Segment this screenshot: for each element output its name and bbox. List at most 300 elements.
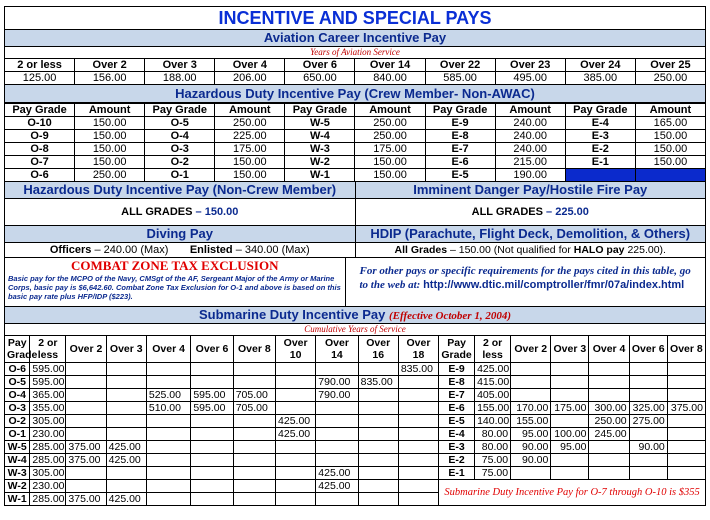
pay-grade-cell: W-2 <box>285 156 355 169</box>
enlisted-cell: E-3 <box>439 441 475 454</box>
aviation-value-cell: 840.00 <box>355 72 425 85</box>
web-note: For other pays or specific requirements for the pays cited in this table, go to the web at: http://www.dtic.mil/comptroller/fmr/07a/index.html <box>345 258 706 306</box>
aviation-value-cell: 250.00 <box>635 72 705 85</box>
aviation-header-cell: Over 25 <box>635 59 705 72</box>
enlisted-cell <box>589 363 629 376</box>
officer-cell <box>358 402 398 415</box>
aviation-header-cell: Over 14 <box>355 59 425 72</box>
officer-cell <box>398 454 438 467</box>
pay-grade-header: Pay Grade <box>565 104 635 117</box>
officer-cell <box>106 415 146 428</box>
officer-cell <box>233 428 275 441</box>
officer-cell <box>66 415 106 428</box>
officer-cell <box>66 363 106 376</box>
pay-grade-cell: O-9 <box>5 130 75 143</box>
officer-cell: 355.00 <box>30 402 66 415</box>
officer-cell <box>191 467 233 480</box>
officer-cell <box>316 441 358 454</box>
hdip-noncrew-value: ALL GRADES – 150.00 <box>121 206 239 218</box>
aviation-value-cell: 385.00 <box>565 72 635 85</box>
officer-cell <box>146 454 190 467</box>
officer-header-cell: Over 14 <box>316 336 358 363</box>
officer-cell: 305.00 <box>30 467 66 480</box>
aviation-header-cell: Over 22 <box>425 59 495 72</box>
pay-grade-cell: O-4 <box>145 130 215 143</box>
officer-cell: O-1 <box>5 428 30 441</box>
pay-grade-cell: E-2 <box>565 143 635 156</box>
aviation-header-cell: 2 or less <box>5 59 75 72</box>
enlisted-cell <box>629 467 667 480</box>
officer-cell <box>398 480 438 493</box>
table-row <box>5 143 706 156</box>
aviation-header-cell: Over 4 <box>215 59 285 72</box>
officer-cell <box>146 428 190 441</box>
officer-cell: 705.00 <box>233 402 275 415</box>
officer-cell <box>233 441 275 454</box>
officer-cell <box>66 467 106 480</box>
enlisted-cell: 275.00 <box>629 415 667 428</box>
officer-cell: 595.00 <box>191 402 233 415</box>
officer-cell: 510.00 <box>146 402 190 415</box>
amount-cell: 150.00 <box>635 130 705 143</box>
enlisted-cell: E-8 <box>439 376 475 389</box>
table-row <box>5 480 706 493</box>
officer-cell <box>276 441 316 454</box>
officer-cell <box>233 480 275 493</box>
officer-cell: W-2 <box>5 480 30 493</box>
officer-cell: 425.00 <box>106 493 146 506</box>
officer-cell: 365.00 <box>30 389 66 402</box>
enlisted-cell <box>629 389 667 402</box>
officer-cell: 790.00 <box>316 389 358 402</box>
diving-heading: Diving Pay <box>5 226 355 243</box>
amount-cell: 240.00 <box>495 117 565 130</box>
officer-cell <box>358 493 398 506</box>
amount-cell: 175.00 <box>355 143 425 156</box>
aviation-header-cell: Over 24 <box>565 59 635 72</box>
officer-cell: 595.00 <box>30 363 66 376</box>
aviation-header-cell: Over 2 <box>75 59 145 72</box>
aviation-header-cell: Over 3 <box>145 59 215 72</box>
enlisted-cell <box>589 389 629 402</box>
enlisted-cell: E-1 <box>439 467 475 480</box>
officer-cell <box>398 389 438 402</box>
officer-cell <box>233 467 275 480</box>
amount-cell: 225.00 <box>215 130 285 143</box>
officer-cell <box>233 493 275 506</box>
enlisted-cell: 155.00 <box>511 415 551 428</box>
enlisted-cell: E-2 <box>439 454 475 467</box>
amount-cell: 150.00 <box>75 130 145 143</box>
officer-cell: 425.00 <box>106 441 146 454</box>
officer-cell <box>233 376 275 389</box>
officer-cell <box>146 493 190 506</box>
officer-cell <box>191 415 233 428</box>
officer-cell <box>106 480 146 493</box>
officer-cell: 285.00 <box>30 441 66 454</box>
officer-cell <box>398 493 438 506</box>
officer-header-cell: Over 4 <box>146 336 190 363</box>
pay-grade-cell: E-9 <box>425 117 495 130</box>
table-row <box>5 441 706 454</box>
pay-grade-cell: W-1 <box>285 169 355 182</box>
officer-cell <box>146 376 190 389</box>
officer-cell <box>398 415 438 428</box>
officer-cell <box>66 480 106 493</box>
enlisted-cell: E-9 <box>439 363 475 376</box>
officer-cell: 375.00 <box>66 454 106 467</box>
table-row <box>5 156 706 169</box>
enlisted-cell <box>629 363 667 376</box>
enlisted-cell: 250.00 <box>589 415 629 428</box>
pay-grade-cell: E-7 <box>425 143 495 156</box>
hdip-imminent-row <box>4 182 706 226</box>
amount-cell: 250.00 <box>215 117 285 130</box>
officer-cell <box>191 428 233 441</box>
amount-cell: 165.00 <box>635 117 705 130</box>
enlisted-cell <box>629 428 667 441</box>
aviation-value-cell: 125.00 <box>5 72 75 85</box>
enlisted-cell <box>667 415 705 428</box>
enlisted-cell: 170.00 <box>511 402 551 415</box>
officer-cell: 230.00 <box>30 480 66 493</box>
officer-header-cell: Over 3 <box>106 336 146 363</box>
officer-cell: 595.00 <box>30 376 66 389</box>
enlisted-cell <box>511 389 551 402</box>
enlisted-cell: 415.00 <box>475 376 511 389</box>
enlisted-cell: 375.00 <box>667 402 705 415</box>
combat-web-row <box>4 258 706 307</box>
enlisted-cell <box>551 454 589 467</box>
officer-cell <box>316 415 358 428</box>
pay-grade-cell: O-3 <box>145 143 215 156</box>
amount-header: Amount <box>75 104 145 117</box>
enlisted-cell: 90.00 <box>511 454 551 467</box>
officer-cell: W-3 <box>5 467 30 480</box>
enlisted-cell <box>511 467 551 480</box>
officer-cell: 705.00 <box>233 389 275 402</box>
amount-cell: 150.00 <box>355 169 425 182</box>
officer-cell <box>106 376 146 389</box>
officer-header-cell: Over 6 <box>191 336 233 363</box>
table-row <box>5 363 706 376</box>
table-row <box>5 415 706 428</box>
enlisted-cell: 155.00 <box>475 402 511 415</box>
enlisted-cell: 405.00 <box>475 389 511 402</box>
officer-cell <box>106 389 146 402</box>
enlisted-cell <box>667 363 705 376</box>
enlisted-cell <box>589 467 629 480</box>
officer-cell <box>358 454 398 467</box>
officer-cell: 425.00 <box>316 467 358 480</box>
officer-cell <box>358 363 398 376</box>
officer-cell <box>146 415 190 428</box>
aviation-value-row <box>5 72 706 85</box>
pay-grade-cell: E-4 <box>565 117 635 130</box>
officer-cell <box>316 428 358 441</box>
officer-cell <box>276 402 316 415</box>
pay-grade-cell: O-7 <box>5 156 75 169</box>
officer-cell <box>191 493 233 506</box>
officer-cell <box>233 454 275 467</box>
officer-cell <box>146 480 190 493</box>
aviation-value-cell: 206.00 <box>215 72 285 85</box>
pay-grade-cell: W-5 <box>285 117 355 130</box>
officer-cell <box>66 376 106 389</box>
officer-cell: O-4 <box>5 389 30 402</box>
hdip-crew-table <box>4 103 706 182</box>
incentive-pay-sheet <box>4 6 706 506</box>
aviation-value-cell: 585.00 <box>425 72 495 85</box>
aviation-header-cell: Over 6 <box>285 59 355 72</box>
officer-cell <box>66 428 106 441</box>
pay-grade-header: Pay Grade <box>145 104 215 117</box>
officer-cell: 285.00 <box>30 493 66 506</box>
aviation-value-cell: 156.00 <box>75 72 145 85</box>
officer-cell: W-4 <box>5 454 30 467</box>
pay-grade-cell: O-1 <box>145 169 215 182</box>
enlisted-header-cell: 2 or less <box>475 336 511 363</box>
enlisted-cell: E-4 <box>439 428 475 441</box>
submarine-table <box>4 335 706 506</box>
combat-note: Basic pay for the MCPO of the Navy, CMSgt of the AF, Sergeant Major of the Army or Marine Corps, basic pay is $6,642.60. Combat Zone Tax Exclusion for O-1 and above is based on this basic pay rate plus HFP/IDP ($223). <box>8 274 341 301</box>
enlisted-cell <box>667 428 705 441</box>
hdip-noncrew-heading: Hazardous Duty Incentive Pay (Non-Crew Member) <box>5 182 355 199</box>
enlisted-cell <box>551 363 589 376</box>
officer-cell <box>358 480 398 493</box>
diving-hdip-row <box>4 226 706 258</box>
enlisted-cell <box>551 467 589 480</box>
officer-header-cell: Pay Grade <box>5 336 30 363</box>
officer-cell <box>276 376 316 389</box>
enlisted-cell: 75.00 <box>475 467 511 480</box>
submarine-header-row <box>5 336 706 363</box>
aviation-value-cell: 650.00 <box>285 72 355 85</box>
officer-cell <box>316 363 358 376</box>
amount-header: Amount <box>495 104 565 117</box>
submarine-effective: (Effective October 1, 2004) <box>389 310 511 322</box>
officer-cell <box>233 363 275 376</box>
officer-cell <box>276 467 316 480</box>
enlisted-cell: 245.00 <box>589 428 629 441</box>
enlisted-cell <box>551 376 589 389</box>
pay-grade-cell: E-1 <box>565 156 635 169</box>
enlisted-cell: 80.00 <box>475 428 511 441</box>
amount-cell: 150.00 <box>215 169 285 182</box>
officer-cell: 230.00 <box>30 428 66 441</box>
officer-cell <box>66 389 106 402</box>
diving-values: Officers – 240.00 (Max) Enlisted – 340.00 (Max) <box>49 244 310 256</box>
enlisted-cell <box>629 376 667 389</box>
enlisted-cell <box>667 389 705 402</box>
imminent-value: ALL GRADES – 225.00 <box>471 206 589 218</box>
officer-cell <box>106 428 146 441</box>
enlisted-cell: 100.00 <box>551 428 589 441</box>
officer-cell: 525.00 <box>146 389 190 402</box>
officer-cell <box>106 402 146 415</box>
pay-grade-cell: O-6 <box>5 169 75 182</box>
enlisted-cell <box>629 454 667 467</box>
enlisted-header-cell: Over 8 <box>667 336 705 363</box>
officer-cell: 285.00 <box>30 454 66 467</box>
table-row <box>5 117 706 130</box>
officer-cell <box>191 454 233 467</box>
officer-cell: 375.00 <box>66 441 106 454</box>
officer-cell <box>191 363 233 376</box>
hdip-header-row <box>5 104 706 117</box>
amount-cell: 215.00 <box>495 156 565 169</box>
pay-grade-header: Pay Grade <box>425 104 495 117</box>
enlisted-cell: E-7 <box>439 389 475 402</box>
table-row <box>5 389 706 402</box>
officer-cell <box>191 480 233 493</box>
table-row <box>5 130 706 143</box>
officer-cell: 305.00 <box>30 415 66 428</box>
officer-cell: 425.00 <box>106 454 146 467</box>
enlisted-cell: 90.00 <box>511 441 551 454</box>
amount-cell: 150.00 <box>355 156 425 169</box>
officer-cell <box>106 467 146 480</box>
pay-grade-cell: W-4 <box>285 130 355 143</box>
officer-cell <box>398 402 438 415</box>
hdip-para-values: All Grades – 150.00 (Not qualified for HALO pay 225.00). <box>394 244 666 256</box>
enlisted-cell <box>667 376 705 389</box>
hdip-para-heading: HDIP (Parachute, Flight Deck, Demolition, & Others) <box>356 226 706 243</box>
pay-grade-cell: O-8 <box>5 143 75 156</box>
amount-cell: 240.00 <box>495 143 565 156</box>
table-row <box>5 402 706 415</box>
enlisted-cell: E-5 <box>439 415 475 428</box>
enlisted-cell: 175.00 <box>551 402 589 415</box>
pay-grade-cell: O-5 <box>145 117 215 130</box>
officer-cell: 425.00 <box>276 415 316 428</box>
officer-header-cell: Over 10 <box>276 336 316 363</box>
enlisted-cell <box>589 376 629 389</box>
web-link[interactable]: http://www.dtic.mil/comptroller/fmr/07a/index.html <box>423 279 685 291</box>
officer-cell: 595.00 <box>191 389 233 402</box>
imminent-heading: Imminent Danger Pay/Hostile Fire Pay <box>356 182 706 199</box>
page-title: INCENTIVE AND SPECIAL PAYS <box>4 6 706 29</box>
enlisted-cell: 140.00 <box>475 415 511 428</box>
officer-cell: O-6 <box>5 363 30 376</box>
amount-cell: 150.00 <box>635 143 705 156</box>
amount-cell: 240.00 <box>495 130 565 143</box>
enlisted-cell <box>667 467 705 480</box>
pay-grade-cell: W-3 <box>285 143 355 156</box>
submarine-footnote: Submarine Duty Incentive Pay for O-7 through O-10 is $355 <box>439 480 706 506</box>
enlisted-cell: 325.00 <box>629 402 667 415</box>
officer-cell: 375.00 <box>66 493 106 506</box>
amount-header: Amount <box>635 104 705 117</box>
officer-cell <box>233 415 275 428</box>
officer-cell <box>146 363 190 376</box>
pay-grade-cell: E-6 <box>425 156 495 169</box>
officer-cell <box>191 376 233 389</box>
amount-cell: 250.00 <box>75 169 145 182</box>
hdip-crew-heading: Hazardous Duty Incentive Pay (Crew Member- Non-AWAC) <box>4 85 706 103</box>
pay-grade-header: Pay Grade <box>285 104 355 117</box>
officer-cell <box>316 454 358 467</box>
enlisted-cell <box>551 389 589 402</box>
officer-cell <box>358 467 398 480</box>
pay-grade-header: Pay Grade <box>5 104 75 117</box>
enlisted-cell: 300.00 <box>589 402 629 415</box>
officer-cell <box>358 441 398 454</box>
officer-cell <box>358 428 398 441</box>
enlisted-header-cell: Over 4 <box>589 336 629 363</box>
enlisted-cell <box>511 376 551 389</box>
pay-grade-cell: O-2 <box>145 156 215 169</box>
pay-grade-cell: E-8 <box>425 130 495 143</box>
enlisted-cell <box>589 454 629 467</box>
amount-header: Amount <box>215 104 285 117</box>
officer-header-cell: Over 18 <box>398 336 438 363</box>
submarine-heading: Submarine Duty Incentive Pay (Effective October 1, 2004) <box>4 307 706 324</box>
officer-header-cell: Over 8 <box>233 336 275 363</box>
officer-cell <box>191 441 233 454</box>
aviation-heading: Aviation Career Incentive Pay <box>4 29 706 47</box>
amount-cell: 250.00 <box>355 117 425 130</box>
pay-grade-cell: E-3 <box>565 130 635 143</box>
officer-cell: O-2 <box>5 415 30 428</box>
amount-cell: 150.00 <box>215 156 285 169</box>
enlisted-cell <box>551 415 589 428</box>
officer-cell <box>358 389 398 402</box>
amount-cell <box>635 169 705 182</box>
enlisted-header-cell: Over 2 <box>511 336 551 363</box>
officer-cell <box>398 428 438 441</box>
officer-cell: W-5 <box>5 441 30 454</box>
officer-cell <box>276 363 316 376</box>
officer-cell <box>276 454 316 467</box>
officer-cell <box>106 363 146 376</box>
aviation-header-row <box>5 59 706 72</box>
officer-cell <box>398 441 438 454</box>
amount-header: Amount <box>355 104 425 117</box>
officer-cell: 835.00 <box>398 363 438 376</box>
officer-cell <box>398 376 438 389</box>
officer-header-cell: Over 16 <box>358 336 398 363</box>
table-row <box>5 428 706 441</box>
table-row <box>5 169 706 182</box>
officer-cell <box>276 480 316 493</box>
officer-cell: O-5 <box>5 376 30 389</box>
amount-cell: 175.00 <box>215 143 285 156</box>
officer-cell: W-1 <box>5 493 30 506</box>
combat-title: COMBAT ZONE TAX EXCLUSION <box>71 258 279 273</box>
amount-cell: 150.00 <box>75 117 145 130</box>
officer-cell <box>316 493 358 506</box>
amount-cell: 150.00 <box>75 143 145 156</box>
enlisted-cell <box>667 441 705 454</box>
enlisted-cell <box>511 363 551 376</box>
officer-header-cell: Over 2 <box>66 336 106 363</box>
officer-cell: 425.00 <box>316 480 358 493</box>
aviation-table <box>4 58 706 85</box>
officer-cell <box>358 415 398 428</box>
amount-cell: 150.00 <box>75 156 145 169</box>
enlisted-header-cell: Over 6 <box>629 336 667 363</box>
officer-cell: 790.00 <box>316 376 358 389</box>
officer-cell <box>66 402 106 415</box>
officer-cell <box>276 389 316 402</box>
aviation-value-cell: 495.00 <box>495 72 565 85</box>
enlisted-cell <box>667 454 705 467</box>
aviation-value-cell: 188.00 <box>145 72 215 85</box>
enlisted-header-cell: Over 3 <box>551 336 589 363</box>
officer-cell <box>276 493 316 506</box>
table-row <box>5 454 706 467</box>
